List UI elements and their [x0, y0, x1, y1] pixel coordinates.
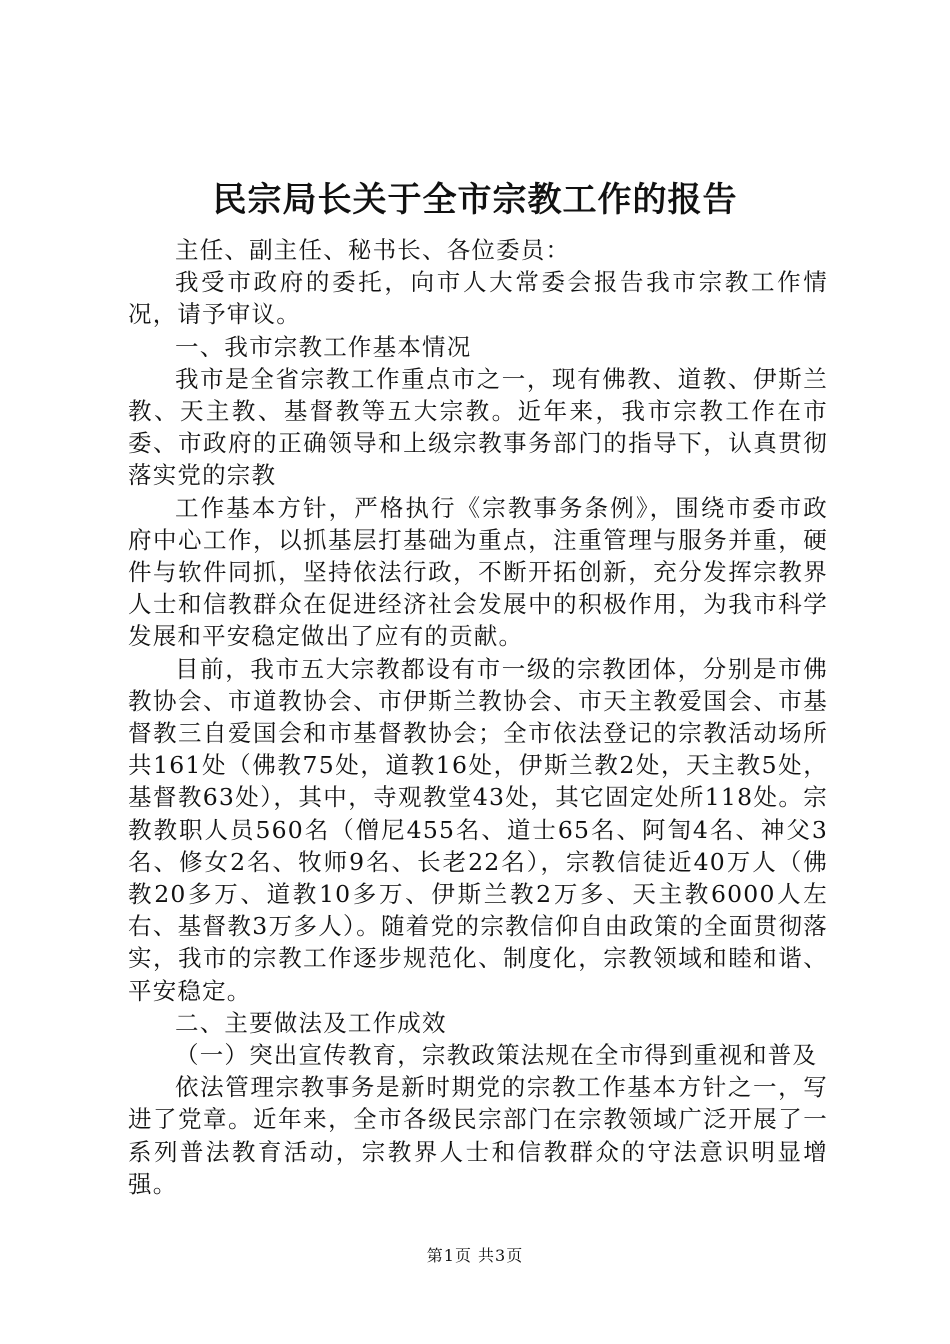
- page-number: 第1页 共3页: [426, 1246, 524, 1265]
- section-heading-2: 二、主要做法及工作成效: [175, 1008, 447, 1037]
- subsection-heading-1: （一）突出宣传教育，宗教政策法规在全市得到重视和普及: [175, 1041, 818, 1070]
- paragraph-legal-education: 依法管理宗教事务是新时期党的宗教工作基本方针之一，写进了党章。近年来，全市各级民宗部门在宗教领域广泛开展了一系列普法教育活动，宗教界人士和信教群众的守法意识明显增强。: [128, 1073, 828, 1198]
- paragraph-intro: 我受市政府的委托，向市人大常委会报告我市宗教工作情况，请予审议。: [128, 268, 828, 329]
- document-title: 民宗局长关于全市宗教工作的报告: [212, 180, 738, 220]
- paragraph-policy: 工作基本方针，严格执行《宗教事务条例》，围绕市委市政府中心工作，以抓基层打基础为重点，注重管理与服务并重，硬件与软件同抓，坚持依法行政，不断开拓创新，充分发挥宗教界人士和信教群众在促进经济社会发展中的积极作用，为我市科学发展和平安稳定做出了应有的贡献。: [128, 493, 828, 651]
- section-heading-1: 一、我市宗教工作基本情况: [175, 332, 472, 361]
- document-body: [128, 234, 828, 1200]
- paragraph-salutation: 主任、副主任、秘书长、各位委员：: [175, 236, 571, 264]
- paragraph-overview: 我市是全省宗教工作重点市之一，现有佛教、道教、伊斯兰教、天主教、基督教等五大宗教。近年来，我市宗教工作在市委、市政府的正确领导和上级宗教事务部门的指导下，认真贯彻落实党的宗教: [128, 364, 828, 490]
- paragraph-statistics: 目前，我市五大宗教都设有市一级的宗教团体，分别是市佛教协会、市道教协会、市伊斯兰教协会、市天主教爱国会、市基督教三自爱国会和市基督教协会；全市依法登记的宗教活动场所共161处（佛教75处，道教16处，伊斯兰教2处，天主教5处，基督教63处），其中，寺观教堂43处，其它固定处所118处。宗教教职人员560名（僧尼455名、道士65名、阿訇4名、神父3名、修女2名、牧师9名、长老22名），宗教信徒近40万人（佛教20多万、道教10多万、伊斯兰教2万多、天主教6000人左右、基督教3万多人）。随着党的宗教信仰自由政策的全面贯彻落实，我市的宗教工作逐步规范化、制度化，宗教领域和睦和谐、平安稳定。: [128, 654, 828, 1005]
